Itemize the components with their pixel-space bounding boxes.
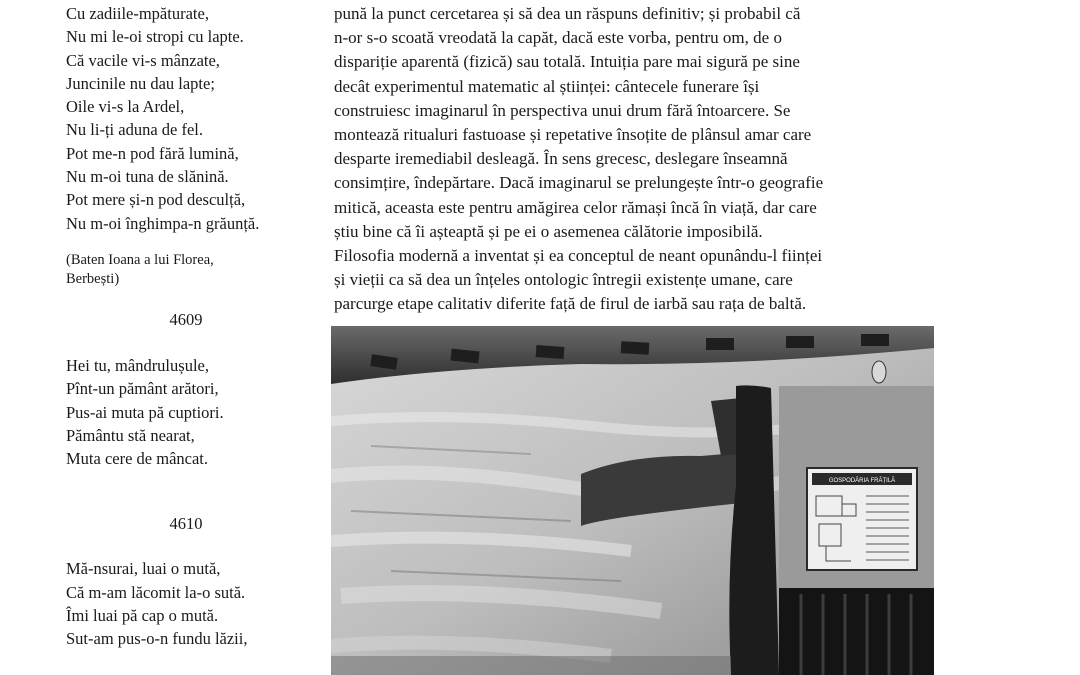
verse-line: Nu m-oi înghimpa-n grăunță. [66,213,260,233]
verse-line: Pînt-un pământ arători, [66,379,219,399]
verse-line: Pot mere și-n pod desculță, [66,190,246,210]
poem-number-4610: 4610 [169,514,203,534]
prose-line: n-or s-o scoată vreodată la capăt, dacă este vorba, pentru om, de o [334,28,782,48]
left-column [66,2,316,651]
poem-number-4609: 4609 [169,309,203,329]
poem-4609 [66,354,316,470]
verse-line: Mă-nsurai, luai o mută, [66,559,221,579]
poem-4608-tail [66,2,316,235]
verse-line: Sut-am pus-o-n fundu lăzii, [66,629,248,649]
prose-line: mitică, aceasta este pentru amăgirea celor rămași încă în viață, dar care [334,197,817,217]
verse-line: Hei tu, mândrulușule, [66,355,209,375]
prose-line: pună la punct cercetarea și să dea un răspuns definitiv; și probabil că [334,4,801,23]
verse-line: Oile vi-s la Ardel, [66,97,185,117]
info-sign [807,468,917,570]
prose-line: desparte iremediabil desleagă. În sens grecesc, deslegare înseamnă [334,149,788,169]
verse-line: Pus-ai muta pă cuptiori. [66,402,224,422]
prose-paragraph [334,2,934,317]
poem-4610 [66,557,316,650]
verse-line: Pot me-n pod fără lumină, [66,143,239,163]
house-photo [331,326,934,675]
prose-line: știu bine că îi așteaptă și pe ei o asemenea călătorie imposibilă. [334,221,763,241]
prose-line: montează ritualuri fastuoase și repetative însoțite de plânsul amar care [334,125,812,145]
prose-line: și vieții ca să dea un înțeles ontologic întregii existențe umane, care [334,270,793,290]
prose-line: parcurge etape calitativ diferite față de firul de iarbă sau rața de baltă. [334,294,807,314]
prose-line: dispariție aparentă (fizică) sau totală. Intuiția pare mai sigură pe sine [334,52,800,72]
verse-line: Juncinile nu dau lapte; [66,73,215,93]
prose-line: decât experimentul matematic al științei: cântecele funerare își [334,76,760,96]
verse-line: Că vacile vi-s mânzate, [66,50,220,70]
right-column [334,2,934,317]
verse-line: Pământu stă nearat, [66,425,195,445]
verse-line: Că m-am lăcomit la-o sută. [66,582,246,602]
verse-line: Îmi luai pă cap o mută. [66,606,219,626]
verse-line: Muta cere de mâncat. [66,449,209,469]
attribution [66,251,316,289]
verse-line: Nu m-oi tuna de slănină. [66,167,229,187]
verse-line: Nu li-ți aduna de fel. [66,120,203,140]
prose-line: Filosofia modernă a inventat și ea conceptul de neant opunându-l ființei [334,246,823,266]
attribution-line: (Baten Ioana a lui Florea, [66,251,214,268]
attribution-line: Berbești) [66,270,120,287]
sign-title: GOSPODĂRIA FRĂȚILĂ [828,478,896,484]
verse-line: Cu zadiile-mpăturate, [66,4,209,23]
prose-line: consimțire, îndepărtare. Dacă imaginarul se prelungește într-o geografie [334,173,824,193]
prose-line: construiesc imaginarul în perspectiva unui drum fără întoarcere. Se [334,100,791,120]
verse-line: Nu mi le-oi stropi cu lapte. [66,27,244,47]
corner-post [729,385,779,675]
